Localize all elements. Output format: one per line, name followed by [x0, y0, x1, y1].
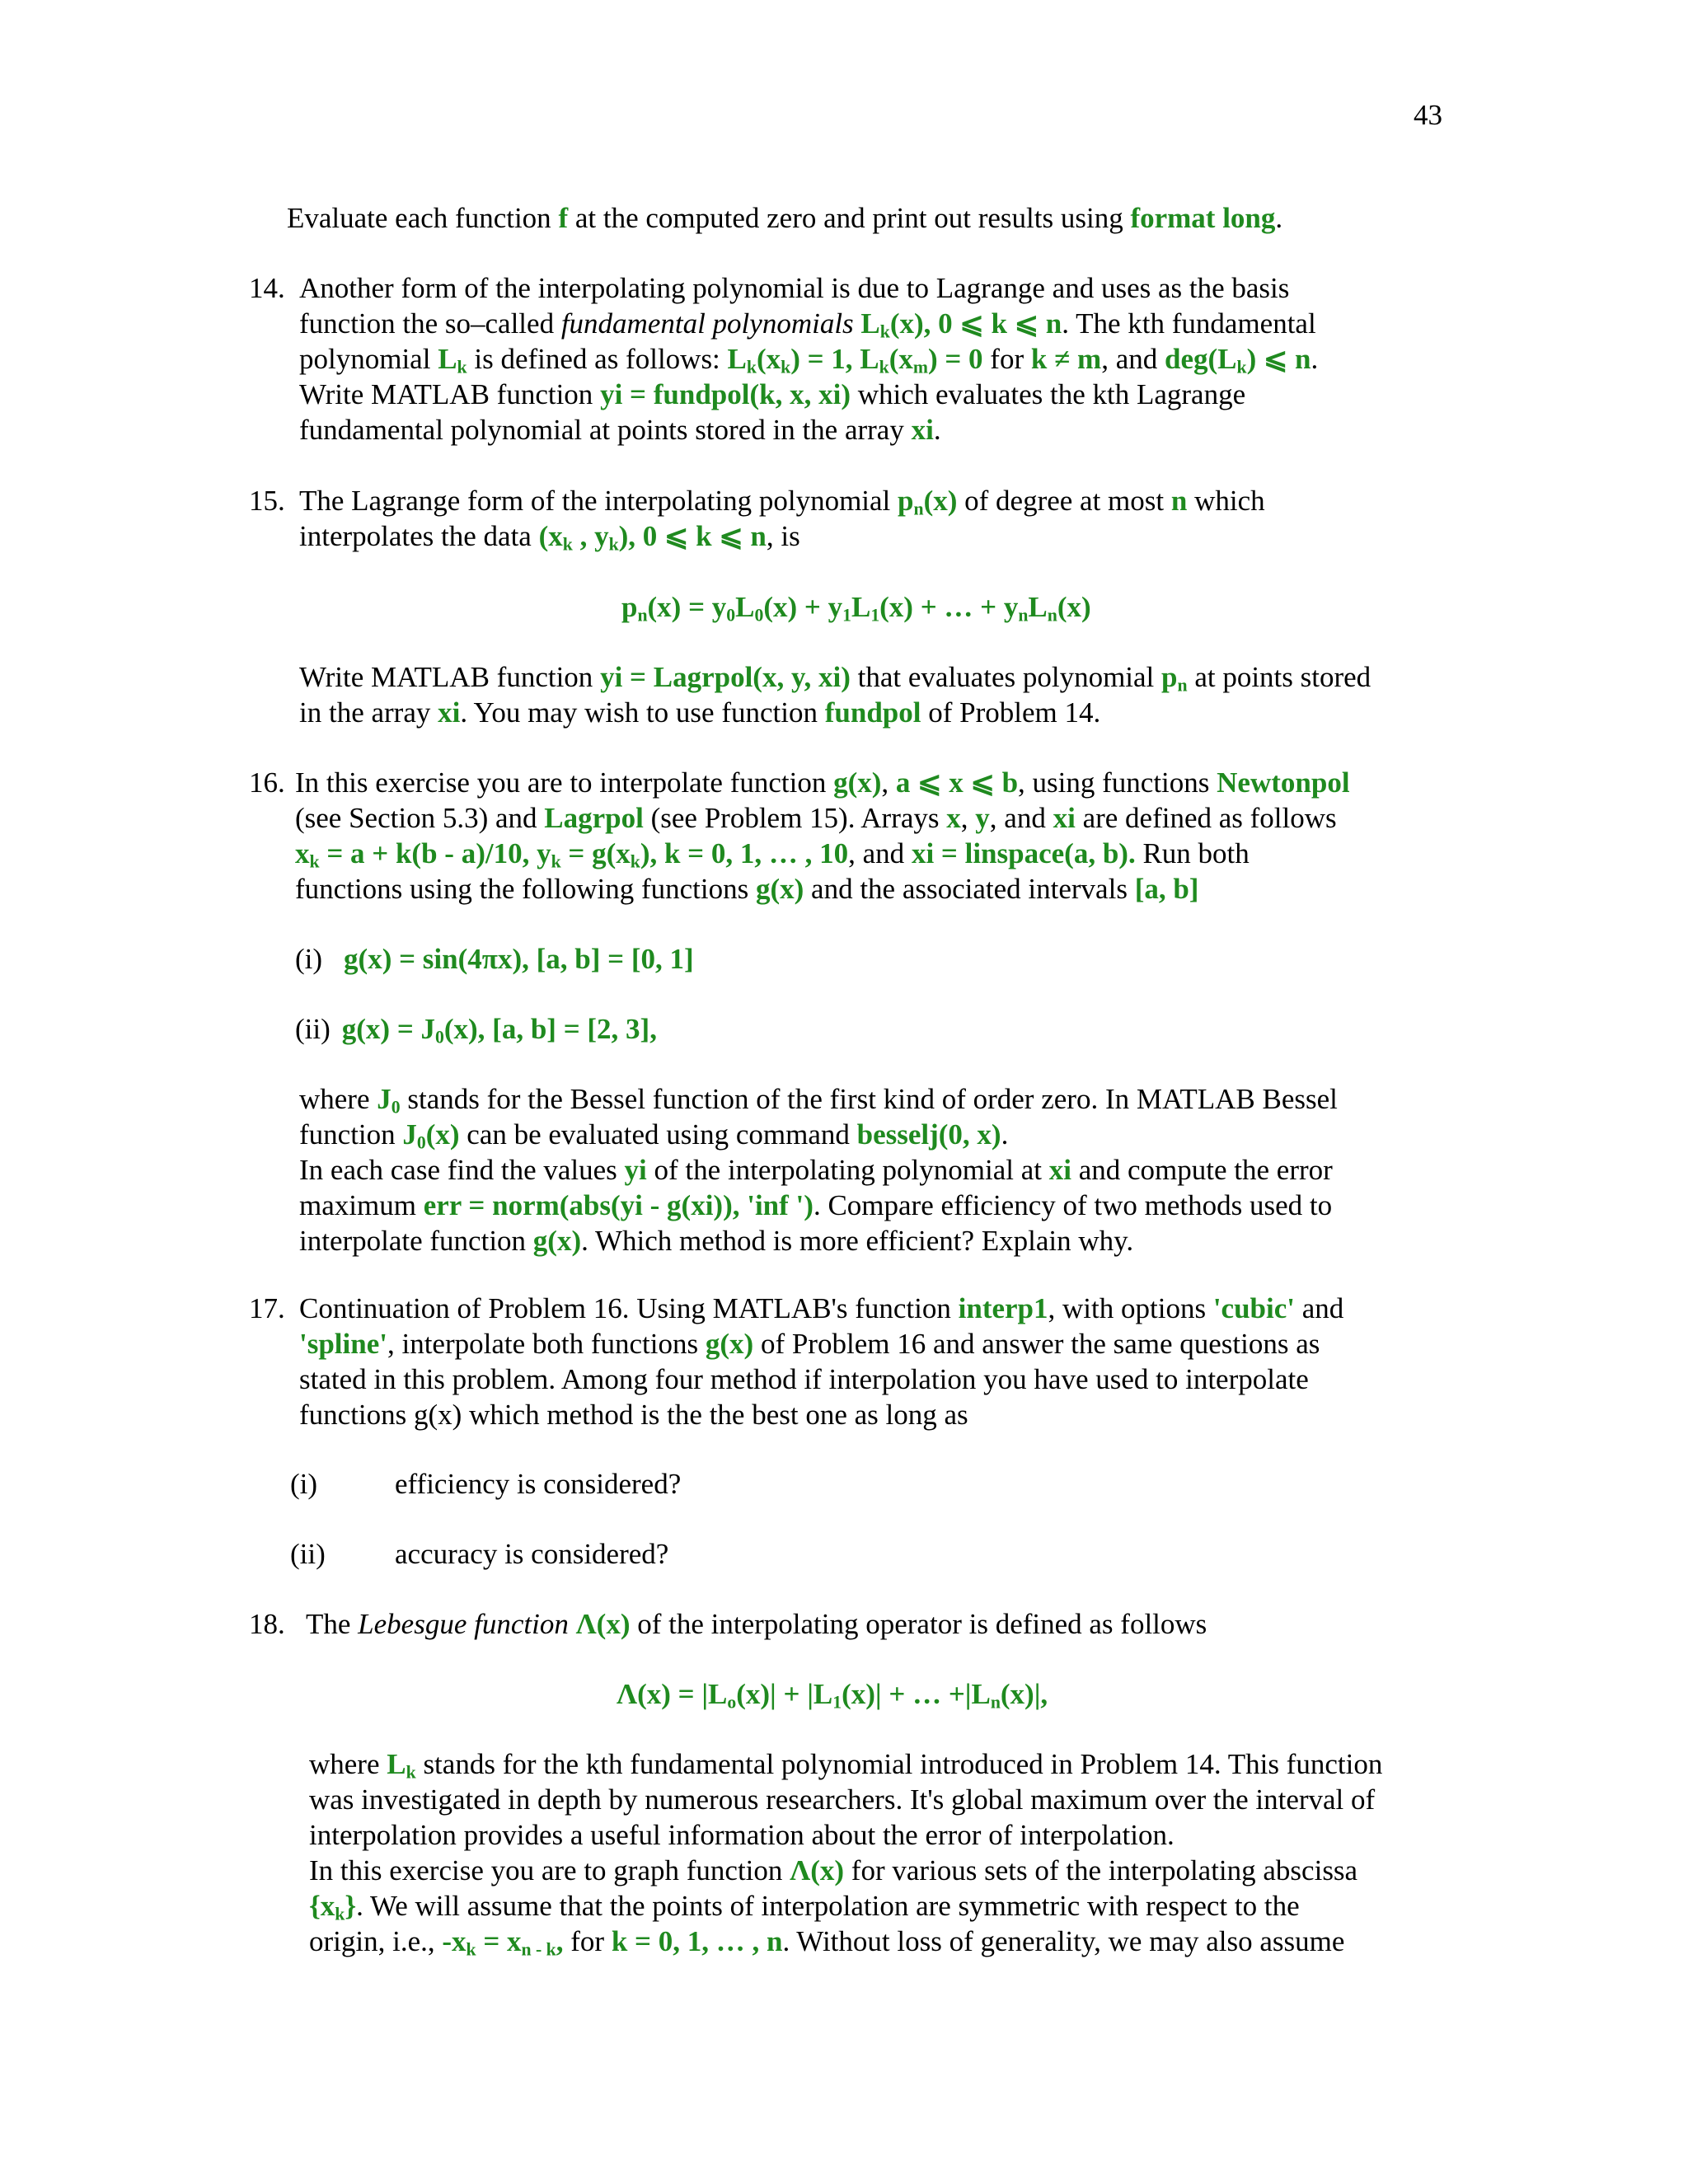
problem-14-text: Another form of the interpolating polynomial is due to Lagrange and uses as the basis function the so–called fundamental polynomials $L_k(x)$, 0 ⩽ k ⩽ n. The kth fundamental polynomial $L_k$ is defined as follows: $L_k(x_k) = 1$, $L_k(x_m) = 0$ for k ≠ m, and $deg(L_k)$ ⩽ n. Write MATLAB function yi = fundpol(k, x, xi) which evaluates the kth Lagrange fundamental polynomial at points stored in the array xi.: [299, 272, 1319, 446]
problem-17-case-ii-text: accuracy is considered?: [395, 1538, 669, 1570]
lagrange-form-equation: $p_n(x) = y_0L_0(x) + y_1L_1(x)$ + … + $y_nL_n(x)$: [621, 591, 1091, 626]
problem-15-text-2: Write MATLAB function yi = Lagrpol(x, y, xi) that evaluates polynomial $p_n$ at points stored in the array xi. You may wish to use function fundpol of Problem 14.: [299, 661, 1372, 729]
problem-14-number: 14.: [249, 272, 285, 304]
lebesgue-equation: $\Lambda(x) = |L_o(x)| + |L_1(x)|$ + … $+|L_n(x)|$,: [617, 1678, 1048, 1713]
problem-15-text: The Lagrange form of the interpolating polynomial $p_n(x)$ of degree at most n which interpolates the data ($x_k$ , $y_k$), 0 ⩽ k ⩽ n, is: [299, 485, 1265, 555]
problem-16-text-2: where $J_0$ stands for the Bessel function of the first kind of order zero. In MATLAB Bessel function $J_0(x)$ can be evaluated using command besselj(0, x). In each case find the values yi of the interpolating polynomial at xi and compute the error maximum err = norm(abs(yi - g(xi)), 'inf '). Compare efficiency of two methods used to interpolate function g(x). Which method is more efficient? Explain why.: [299, 1083, 1338, 1257]
problem-17-text: Continuation of Problem 16. Using MATLAB's function interp1, with options 'cubic' and 'spline', interpolate both functions g(x) of Problem 16 and answer the same questions as stated in this problem. Among four method if interpolation you have used to interpolate functions g(x) which method is the the best one as long as: [299, 1292, 1344, 1431]
intro-line: Evaluate each function f at the computed zero and print out results using format long.: [287, 202, 1283, 234]
problem-17-number: 17.: [249, 1292, 285, 1324]
problem-16-number: 16.: [249, 766, 285, 799]
problem-18-number: 18.: [249, 1608, 285, 1640]
problem-15-number: 15.: [249, 485, 285, 517]
problem-17-case-ii-label: (ii): [290, 1538, 326, 1570]
problem-18-text: where $L_k$ stands for the kth fundamental polynomial introduced in Problem 14. This function was investigated in depth by numerous researchers. It's global maximum over the interval of interpolation provides a useful information about the error of interpolation. In this exercise you are to graph function Λ(x) for various sets of the interpolating abscissa $\{x_k\}$. We will assume that the points of interpolation are symmetric with respect to the origin, i.e., $-x_k = x_{n - k}$, for k = 0, 1, … , n. Without loss of generality, we may also assume: [309, 1748, 1383, 1960]
problem-16-text: In this exercise you are to interpolate function g(x), a ⩽ x ⩽ b, using functions Newtonpol (see Section 5.3) and Lagrpol (see Problem 15). Arrays x, y, and xi are defined as follows $x_k = a + k(b - a)/10$, $y_k = g(x_k)$, k = 0, 1, … , 10, and xi = linspace(a, b). Run both functions using the following functions g(x) and the associated intervals [a, b]: [295, 766, 1350, 905]
problem-17-case-i-text: efficiency is considered?: [395, 1468, 682, 1500]
page-number: 43: [1414, 99, 1442, 131]
problem-16-case-i: (i) g(x) = sin(4πx), [a, b] = [0, 1]: [295, 943, 694, 975]
problem-16-case-ii: (ii) $g(x) = J_0(x)$, [a, b] = [2, 3],: [295, 1013, 657, 1047]
problem-18-intro: The Lebesgue function Λ(x) of the interpolating operator is defined as follows: [306, 1608, 1207, 1640]
problem-17-case-i-label: (i): [290, 1468, 318, 1500]
